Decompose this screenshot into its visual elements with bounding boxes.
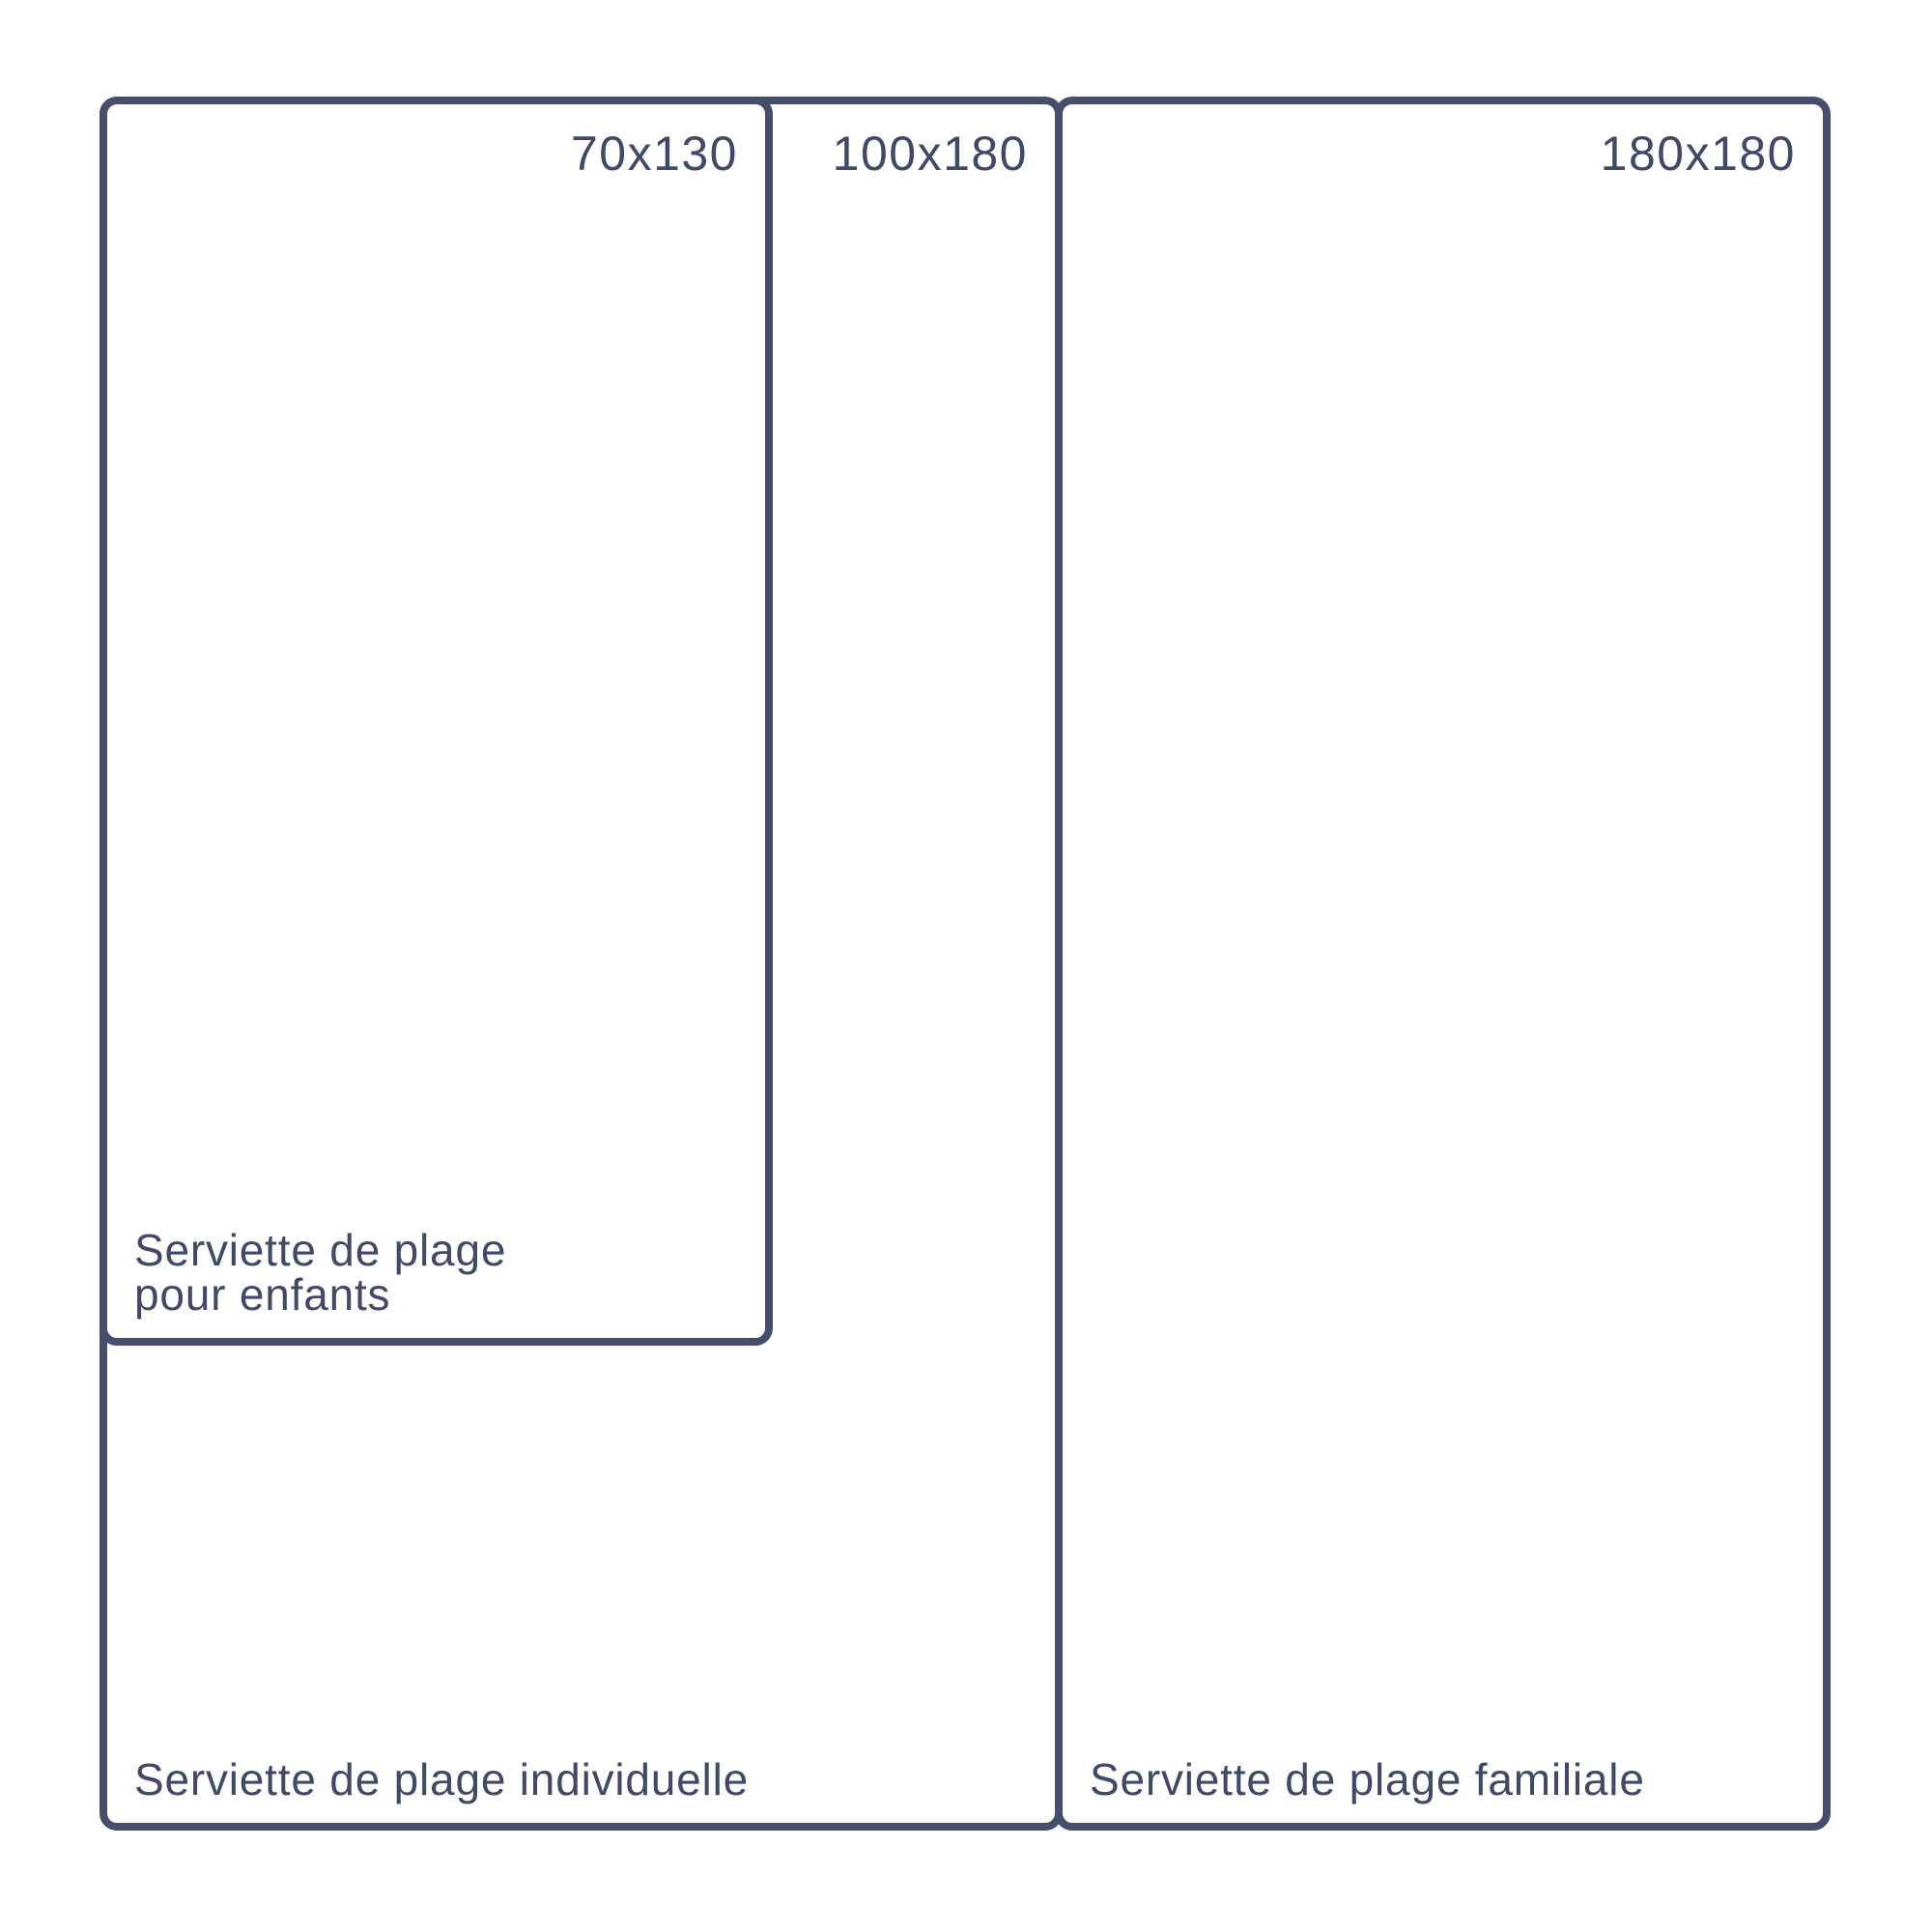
size-label-familiale: 180x180 (1600, 127, 1796, 181)
name-label-enfants-line2: pour enfants (134, 1269, 391, 1320)
size-label-enfants: 70x130 (570, 127, 738, 181)
name-label-familiale: Serviette de plage familiale (1090, 1754, 1645, 1804)
towel-outline-enfants (99, 97, 773, 1346)
name-label-individuelle: Serviette de plage individuelle (134, 1754, 749, 1804)
name-label-enfants (134, 1225, 507, 1320)
size-label-individuelle: 100x180 (832, 127, 1028, 181)
name-label-enfants-line1: Serviette de plage (134, 1225, 507, 1275)
towel-outline-familiale (1055, 97, 1831, 1831)
